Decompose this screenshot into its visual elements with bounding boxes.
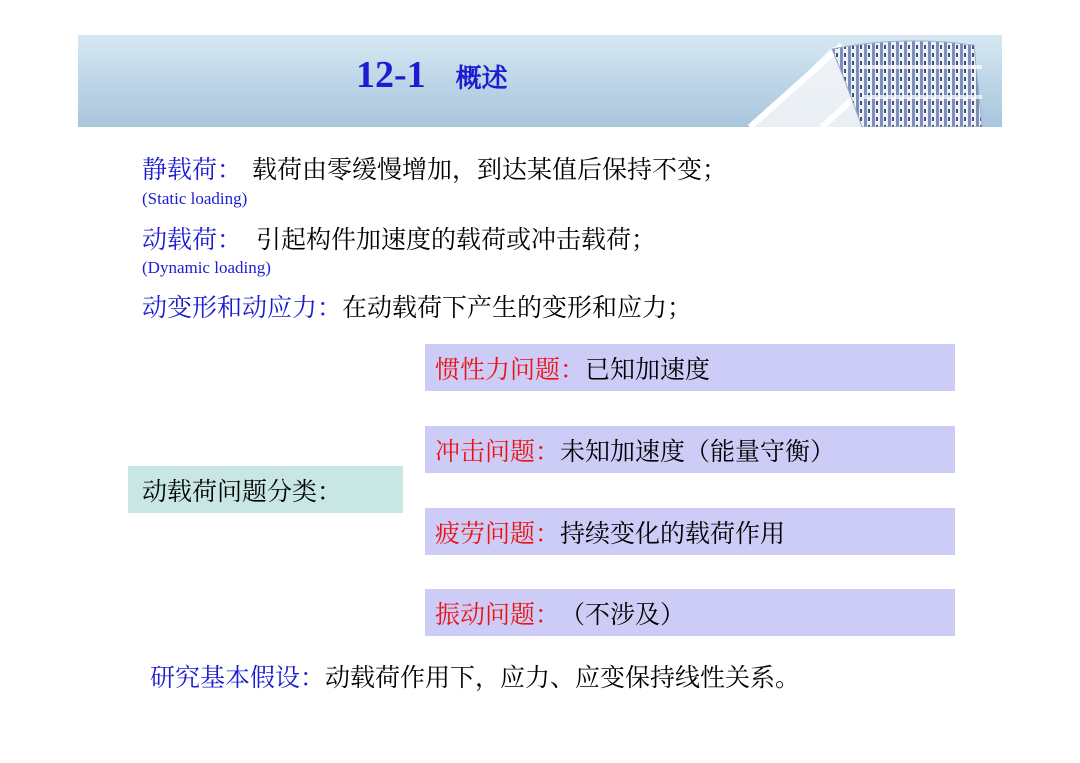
classification-label: 动载荷问题分类：	[128, 466, 403, 513]
static-loading-en: (Static loading)	[142, 189, 248, 208]
category-impact	[425, 426, 955, 473]
category-desc: 已知加速度	[585, 354, 711, 384]
category-desc: 未知加速度（能量守衡）	[560, 436, 836, 466]
towel-rack-image	[712, 35, 1002, 127]
category-desc: 持续变化的载荷作用	[560, 518, 786, 548]
category-name: 冲击问题：	[435, 436, 561, 466]
dynamic-deformation-desc: 在动载荷下产生的变形和应力；	[342, 293, 693, 322]
dynamic-loading-en: (Dynamic loading)	[142, 258, 271, 277]
category-inertia	[425, 344, 955, 391]
category-desc: （不涉及）	[560, 599, 686, 629]
dynamic-deformation-row	[142, 288, 692, 324]
static-loading-term: 静载荷：	[142, 155, 243, 184]
basic-assumption-desc: 动载荷作用下，应力、应变保持线性关系。	[325, 663, 801, 692]
basic-assumption-row	[150, 658, 800, 694]
category-fatigue	[425, 508, 955, 555]
section-number: 12-1	[356, 54, 426, 96]
dynamic-loading-term: 动载荷：	[142, 225, 243, 254]
dynamic-loading-desc: 引起构件加速度的载荷或冲击载荷；	[256, 225, 657, 254]
section-title: 概述	[455, 64, 508, 94]
category-name: 振动问题：	[435, 599, 561, 629]
basic-assumption-term: 研究基本假设：	[150, 663, 326, 692]
category-name: 惯性力问题：	[435, 354, 586, 384]
static-loading-row	[142, 150, 727, 186]
static-loading-desc: 载荷由零缓慢增加，到达某值后保持不变；	[252, 155, 728, 184]
title-banner	[78, 35, 1002, 127]
slide-title	[356, 53, 508, 109]
category-name: 疲劳问题：	[435, 518, 561, 548]
dynamic-loading-row	[142, 220, 656, 256]
category-vibration	[425, 589, 955, 636]
dynamic-deformation-term: 动变形和动应力：	[142, 293, 343, 322]
